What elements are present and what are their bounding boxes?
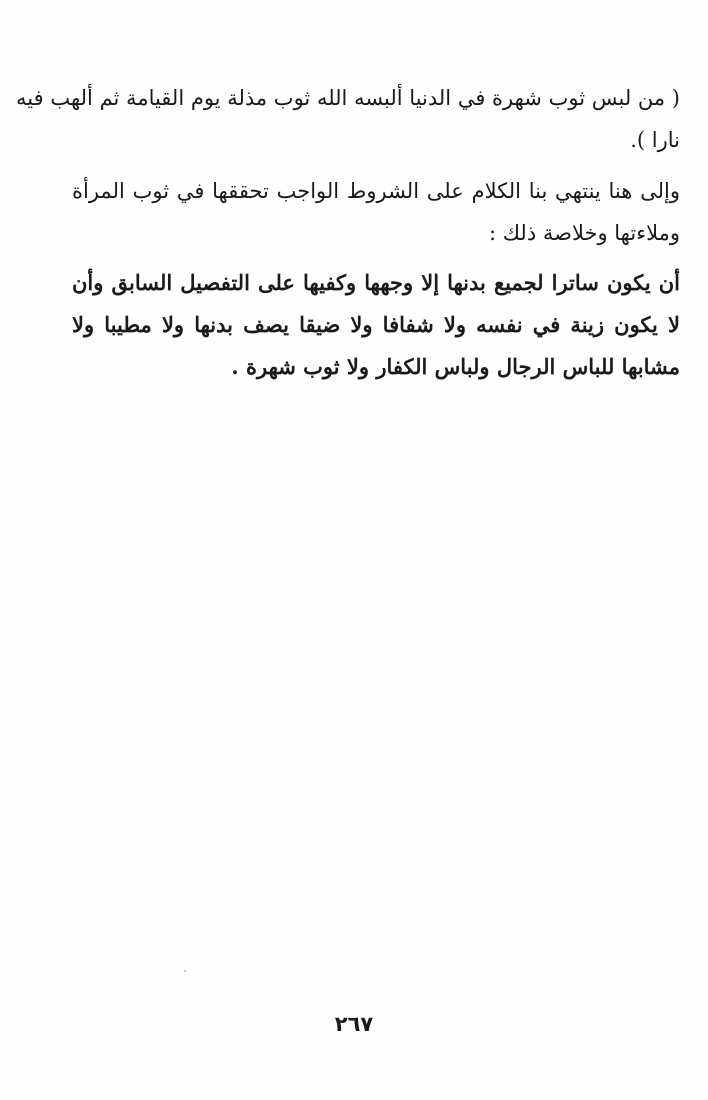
hadith-paragraph xyxy=(16,77,680,161)
text-line: لا يكون زينة في نفسه ولا شفافا ولا ضيقا يصف بدنها ولا مطيبا ولا xyxy=(72,312,680,337)
conclusion-intro-paragraph xyxy=(72,170,680,254)
text-line: وإلى هنا ينتهي بنا الكلام على الشروط الواجب تحققها في ثوب المرأة xyxy=(72,179,680,203)
scan-speck xyxy=(184,970,186,972)
text-line: وملاءتها وخلاصة ذلك : xyxy=(488,221,680,245)
summary-paragraph xyxy=(72,262,680,388)
text-line: أن يكون ساترا لجميع بدنها إلا وجهها وكفيها على التفصيل السابق وأن xyxy=(72,270,680,295)
text-line: مشابها للباس الرجال ولباس الكفار ولا ثوب شهرة . xyxy=(231,354,680,379)
page-number: ٢٦٧ xyxy=(334,1012,374,1036)
text-line: نارا ). xyxy=(630,128,680,152)
text-line: ( من لبس ثوب شهرة في الدنيا ألبسه الله ثوب مذلة يوم القيامة ثم ألهب فيه xyxy=(16,86,680,110)
